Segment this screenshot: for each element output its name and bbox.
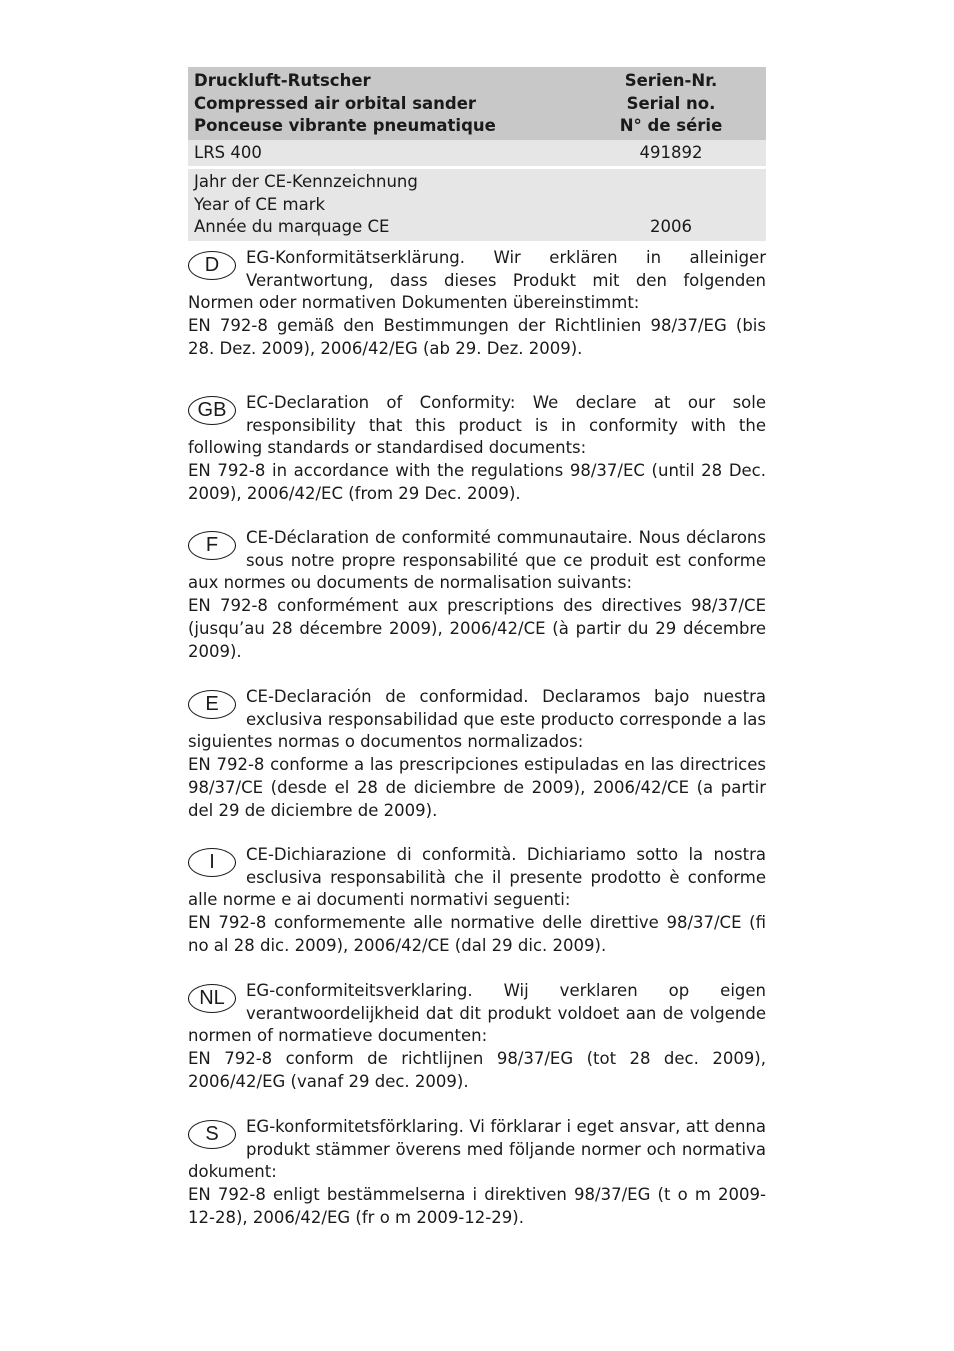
language-badge-d: D <box>188 251 236 280</box>
declaration-text: EG-Konformitätserklärung. Wir erklären in alleiniger Verantwortung, dass dieses Produkt mit den folgenden Normen oder normativen Dokumenten übereinstimmt: <box>188 248 766 313</box>
year-row <box>188 169 766 241</box>
declaration-nl <box>188 980 766 1094</box>
year-label-fr: Année du marquage CE <box>194 217 390 236</box>
declaration-f <box>188 527 766 663</box>
declaration-text: CE-Déclaration de conformité communautaire. Nous déclarons sous notre propre responsabilité que ce produit est conforme aux normes ou documents de normalisation suivants: <box>188 528 766 593</box>
language-badge-i: I <box>188 848 236 877</box>
language-badge-gb: GB <box>188 396 236 425</box>
product-name-en: Compressed air orbital sander <box>194 93 477 113</box>
year-label-de: Jahr der CE-Kennzeichnung <box>194 172 418 191</box>
product-name-fr: Ponceuse vibrante pneumatique <box>194 116 496 135</box>
declaration-text: CE-Declaración de conformidad. Declaramos bajo nuestra exclusiva responsabilidad que este producto corresponde a las siguientes normas o documentos normalizados: <box>188 687 766 752</box>
declaration-norm: EN 792-8 in accordance with the regulations 98/37/EC (until 28 Dec. 2009), 2006/42/EC (from 29 Dec. 2009). <box>188 461 766 503</box>
year-label <box>188 169 576 241</box>
model-row <box>188 140 766 168</box>
year-value: 2006 <box>576 169 766 241</box>
declaration-text: CE-Dichiarazione di conformità. Dichiariamo sotto la nostra esclusiva responsabilità che il presente prodotto è conforme alle norme e ai documenti normativi seguenti: <box>188 845 766 910</box>
declaration-norm: EN 792-8 conformemente alle normative delle direttive 98/37/CE (fi no al 28 dic. 2009), 2006/42/CE (dal 29 dic. 2009). <box>188 913 766 955</box>
model-value: LRS 400 <box>188 140 576 168</box>
language-badge-f: F <box>188 531 236 560</box>
serial-label-de: Serien-Nr. <box>624 71 718 90</box>
language-badge-s: S <box>188 1120 236 1149</box>
declaration-text: EC-Declaration of Conformity: We declare at our sole responsibility that this product is in conformity with the following standards or standardised documents: <box>188 393 766 458</box>
declaration-de <box>188 247 766 361</box>
declaration-norm: EN 792-8 conform de richtlijnen 98/37/EG (tot 28 dec. 2009), 2006/42/EG (vanaf 29 dec. 2009). <box>188 1049 766 1091</box>
table-header-row <box>188 67 766 140</box>
serial-label-en: Serial no. <box>626 93 716 113</box>
declaration-norm: EN 792-8 enligt bestämmelserna i direktiven 98/37/EG (t o m 2009-12-28), 2006/42/EG (fr o m 2009-12-29). <box>188 1185 766 1227</box>
product-info-table <box>188 67 766 241</box>
declaration-norm: EN 792-8 gemäß den Bestimmungen der Richtlinien 98/37/EG (bis 28. Dez. 2009), 2006/42/EG (ab 29. Dez. 2009). <box>188 316 766 358</box>
language-badge-e: E <box>188 690 236 719</box>
declaration-norm: EN 792-8 conforme a las prescripciones estipuladas en las directrices 98/37/CE (desde el 28 de diciembre de 2009), 2006/42/CE (a partir del 29 de diciembre de 2009). <box>188 755 766 820</box>
serial-value: 491892 <box>576 140 766 168</box>
declaration-norm: EN 792-8 conformément aux prescriptions des directives 98/37/CE (jusqu’au 28 décembre 2009), 2006/42/CE (à partir du 29 décembre 2009). <box>188 596 766 661</box>
product-name-header <box>188 67 576 140</box>
declaration-s <box>188 1116 766 1230</box>
declaration-gb <box>188 392 766 506</box>
declaration-text: EG-conformiteitsverklaring. Wij verklaren op eigen verantwoordelijkheid dat dit produkt voldoet aan de volgende normen of normatieve documenten: <box>188 981 766 1046</box>
declaration-i <box>188 844 766 958</box>
year-label-en: Year of CE mark <box>194 194 326 214</box>
declaration-text: EG-konformitetsförklaring. Vi förklarar i eget ansvar, att denna produkt stämmer överens med följande normer och normativa dokument: <box>188 1117 766 1182</box>
serial-header <box>576 67 766 140</box>
product-name-de: Druckluft-Rutscher <box>194 71 371 90</box>
language-badge-nl: NL <box>188 984 236 1013</box>
declaration-e <box>188 686 766 822</box>
serial-label-fr: N° de série <box>619 116 723 135</box>
